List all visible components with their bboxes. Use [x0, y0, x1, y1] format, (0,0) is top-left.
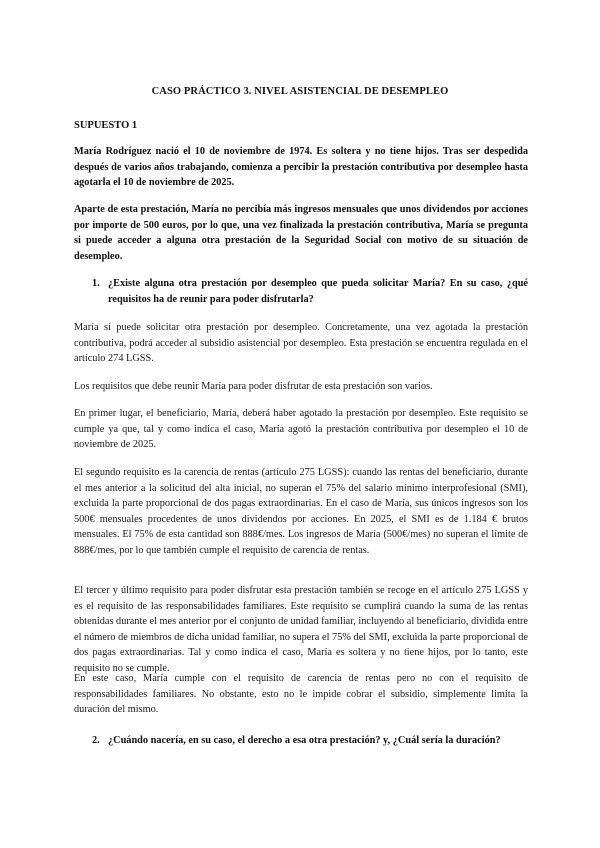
answer-paragraph-6: En este caso, María cumple con el requisito de carencia de rentas pero no con el requisito de responsabilidades familiares. No obstante, esto no le impide cobrar el subsidio, simplemente limita la duración del mismo. [74, 673, 528, 715]
question-1-text: ¿Existe alguna otra prestación por desempleo que pueda solicitar María? En su caso, ¿qué requisitos ha de reunir para poder disfrutarla? [108, 278, 528, 305]
section-heading: SUPUESTO 1 [74, 120, 138, 131]
document-title: CASO PRÁCTICO 3. NIVEL ASISTENCIAL DE DESEMPLEO [151, 86, 449, 97]
answer-paragraph-3: En primer lugar, el beneficiario, María, deberá haber agotado la prestación por desempleo. Este requisito se cumple ya que, tal y como indica el caso, María agotó la prestación contributiva por desempleo el 10 de noviembre de 2025. [74, 408, 528, 450]
intro-paragraph-1: María Rodríguez nació el 10 de noviembre de 1974. Es soltera y no tiene hijos. Tras ser despedida después de varios años trabajando, comienza a percibir la prestación contributiva por desempleo hasta agotarla el 10 de noviembre de 2025. [74, 146, 528, 188]
answer-paragraph-1: María sí puede solicitar otra prestación por desempleo. Concretamente, una vez agotada la prestación contributiva, podrá acceder al subsidio asistencial por desempleo. Esta prestación se encuentra regulada en el artículo 274 LGSS. [74, 322, 528, 364]
answer-paragraph-2: Los requisitos que debe reunir María para poder disfrutar de esta prestación son varios. [74, 381, 433, 392]
question-2-number: 2. [92, 735, 100, 746]
intro-paragraph-2: Aparte de esta prestación, María no percibía más ingresos mensuales que unos dividendos por acciones por importe de 500 euros, por lo que, una vez finalizada la prestación contributiva, María se pregunta si puede acceder a alguna otra prestación de la Seguridad Social con motivo de su situación de desempleo. [74, 204, 528, 262]
answer-paragraph-5: El tercer y último requisito para poder disfrutar esta prestación también se recoge en el artículo 275 LGSS y es el requisito de las responsabilidades familiares. Este requisito se cumplirá cuando la suma de las rentas obtenidas durante el mes anterior por el conjunto de unidad familiar, incluyendo al beneficiario, dividida entre el número de miembros de dicha unidad familiar, no supera el 75% del SMI, excluida la parte proporcional de dos pagas extraordinarias. Tal y como indica el caso, María es soltera y no tiene hijos, por lo tanto, este requisito no se cumple. [74, 585, 528, 674]
question-1-number: 1. [92, 278, 100, 289]
answer-paragraph-4: El segundo requisito es la carencia de rentas (artículo 275 LGSS): cuando las rentas del beneficiario, durante el mes anterior a la solicitud del alta inicial, no superan el 75% del salario mínimo interprofesional (SMI), excluida la parte proporcional de dos pagas extraordinarias. En el caso de María, sus únicos ingresos son los 500€ mensuales procedentes de unos dividendos por acciones. En 2025, el SMI es de 1.184 € brutos mensuales. El 75% de esta cantidad son 888€/mes. Los ingresos de María (500€/mes) no superan el límite de 888€/mes, por lo que también cumple el requisito de carencia de rentas. [74, 467, 528, 556]
question-2-text: ¿Cuándo nacería, en su caso, el derecho a esa otra prestación? y, ¿Cuál sería la duración? [108, 735, 501, 746]
